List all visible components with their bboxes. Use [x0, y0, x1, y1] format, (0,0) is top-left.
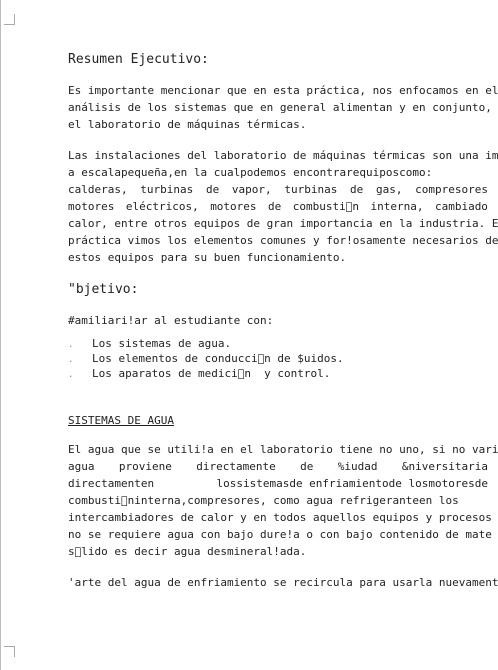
- word: de: [268, 200, 282, 213]
- word: interna,: [370, 200, 424, 213]
- paragraph-recirculacion: 'arte del agua de enfriamiento se recircula para usarla nuevament: [68, 576, 498, 589]
- justified-line: [68, 181, 488, 198]
- paragraph-instalaciones: [68, 147, 498, 266]
- crop-mark-bottom: [4, 646, 15, 657]
- text-line: el laboratorio de máquinas térmicas.: [68, 118, 307, 131]
- text-line: práctica vimos los elementos comunes y for!osamente necesarios de: [68, 234, 498, 247]
- word: de: [300, 460, 314, 473]
- bullet-icon: .: [68, 340, 74, 350]
- text-line: Las instalaciones del laboratorio de máquinas térmicas son una im: [68, 149, 498, 162]
- document-body: [68, 50, 498, 591]
- word: gas,: [375, 183, 403, 196]
- word: de: [350, 183, 364, 196]
- text-line: no se requiere agua con bajo dure!a o con bajo contenido de mate: [68, 528, 492, 541]
- word: directamenten: [68, 477, 155, 490]
- word: compresores: [415, 183, 488, 196]
- paragraph-agua: [68, 441, 498, 560]
- text-line: estos equipos para su buen funcionamiento.: [68, 251, 347, 264]
- word: vapor,: [231, 183, 272, 196]
- objetivo-list: [68, 337, 474, 382]
- crop-mark-top: [4, 14, 15, 25]
- page-edge: [0, 0, 1, 670]
- section-title-sistemas-agua: SISTEMAS DE AGUA: [68, 414, 174, 427]
- word: de: [205, 183, 220, 196]
- text-line: combusti ninterna,compresores, como agua refrigeranteen los: [68, 494, 459, 507]
- word: combusti n: [292, 200, 359, 213]
- bullet-icon: .: [68, 370, 74, 380]
- word: turbinas: [284, 183, 338, 196]
- bullet-icon: .: [68, 355, 74, 365]
- word: lossistemasde enfriamientode losmotoresde: [216, 477, 488, 490]
- text-line: a escalapequeña,en la cualpodemos encontrarequiposcomo:: [68, 166, 433, 179]
- text-line: análisis de los sistemas que en general alimentan y en conjunto,: [68, 101, 492, 114]
- word: %iudad: [337, 460, 378, 473]
- section-title-resumen: Resumen Ejecutivo:: [68, 52, 209, 67]
- text-line: Es importante mencionar que en esta práctica, nos enfocamos en el: [68, 84, 498, 97]
- text-line: El agua que se utili!a en el laboratorio tiene no uno, si no vari: [68, 443, 498, 456]
- list-item: . Los aparatos de medici n y control.: [68, 367, 331, 380]
- word: agua: [68, 460, 95, 473]
- justified-line: [68, 458, 488, 475]
- word: cambiado: [434, 200, 488, 213]
- word: calderas,: [68, 183, 128, 196]
- text-line: intercambiadores de calor y en todos aquellos equipos y procesos: [68, 511, 492, 524]
- paragraph-resumen: [68, 82, 498, 133]
- justified-line: [68, 475, 488, 492]
- word: directamente: [196, 460, 276, 473]
- justified-line: [68, 198, 488, 215]
- word: &niversitaria: [401, 460, 488, 473]
- text-line: s lido es decir agua desmineral!ada.: [68, 545, 307, 558]
- word: motores: [210, 200, 257, 213]
- word: motores: [68, 200, 115, 213]
- word: turbinas: [140, 183, 194, 196]
- list-item: . Los sistemas de agua.: [68, 337, 232, 350]
- objetivo-intro: #amiliari!ar al estudiante con:: [68, 314, 274, 327]
- section-title-objetivo: "bjetivo:: [68, 282, 139, 297]
- list-item: . Los elementos de conducci n de $uidos.: [68, 352, 344, 365]
- text-line: calor, entre otros equipos de gran importancia en la industria. E: [68, 217, 498, 230]
- word: proviene: [118, 460, 172, 473]
- word: eléctricos,: [125, 200, 199, 213]
